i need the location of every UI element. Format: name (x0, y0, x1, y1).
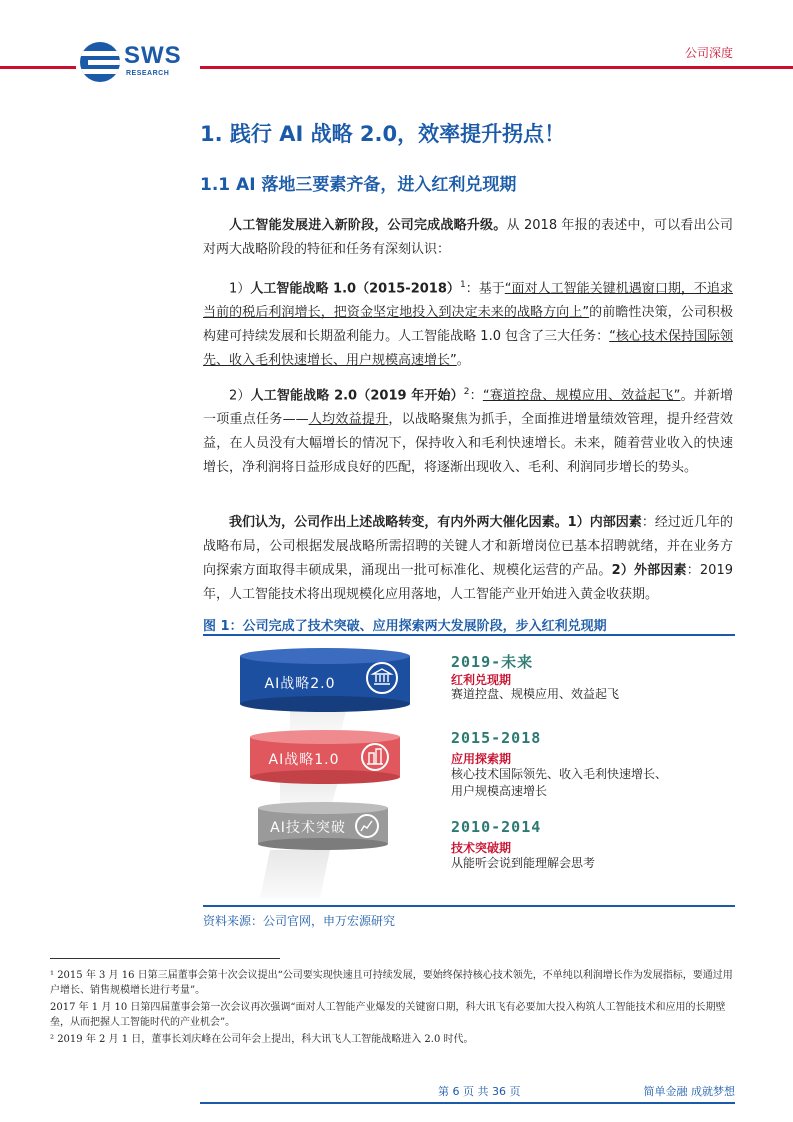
stage-title-2: 2015-2018 (451, 729, 542, 747)
sws-logo (80, 40, 190, 84)
figure-source: 资料来源：公司官网，申万宏源研究 (203, 914, 396, 928)
paragraph-4 (203, 511, 733, 607)
p1-bold: 人工智能发展进入新阶段，公司完成战略升级。 (229, 218, 507, 233)
footnote-ref-2: 2 (463, 387, 470, 397)
footnote-1b: 2017 年 1 月 10 日第四届董事会第一次会议再次强调“面对人工智能产业爆发的关键窗口期，科大讯飞有必要加大投入构筑人工智能技术和应用的长期壁垒，从而把握人工智能时代的产业机会”。 (50, 1002, 726, 1028)
cylinder-ai-tech (258, 802, 388, 850)
stage-desc-2a: 核心技术国际领先、收入毛利快速增长、 (451, 767, 668, 781)
p2-bold: 人工智能战略 1.0（2015-2018） (250, 281, 460, 297)
p2-quote2: “核心技术保持国际领先、收入毛利快速增长、用户规模高速增长” (203, 329, 733, 369)
footnote-rule (50, 958, 280, 959)
p3-bold: 人工智能战略 2.0（2019 年开始） (250, 388, 464, 404)
p4-bold1: 我们认为，公司作出上述战略转变，有内外两大催化因素。1）内部因素 (229, 515, 642, 530)
cylinder-label-1: AI战略2.0 (264, 676, 336, 692)
page-number: 第 6 页 共 36 页 (438, 1085, 521, 1098)
p2-c: 。 (456, 353, 470, 369)
footer-slogan: 简单金融 成就梦想 (643, 1085, 735, 1098)
stage-desc-2b: 用户规模高速增长 (451, 784, 548, 798)
cylinder-label-3: AI技术突破 (270, 820, 346, 836)
footnote-ref-1: 1 (459, 280, 466, 290)
p3-underline: 人均效益提升 (308, 412, 389, 428)
p2-quote: “面对人工智能关键机遇窗口期，不追求当前的税后利润增长，把资金坚定地投入到决定未来的战略方向上” (203, 281, 733, 321)
header-rule-right (200, 66, 793, 69)
subsection-heading: 1.1 AI 落地三要素齐备，进入红利兑现期 (200, 175, 517, 195)
figure-rule-top (203, 634, 735, 636)
p3-quote: “赛道控盘、规模应用、效益起飞” (482, 388, 681, 404)
p4-a: ：经过近几年的战略布局，公司根据发展战略所需招聘的关键人才和新增岗位已基本招聘就绪，并在业务方向探索方面取得丰硕成果，涌现出一批可标准化、规模化运营的产品。 (203, 515, 733, 578)
strategy-cylinders (230, 640, 450, 902)
stage-subtitle-3: 技术突破期 (451, 841, 512, 855)
buildings-icon (362, 744, 388, 770)
p2-b: 的前瞻性决策，公司积极构建可持续发展和长期盈利能力。人工智能战略 1.0 包含了三大任务： (203, 305, 733, 345)
footer-rule (200, 1102, 735, 1104)
chart-icon (356, 815, 378, 837)
cylinder-label-2: AI战略1.0 (268, 752, 340, 768)
logo-text: SWS (124, 42, 182, 69)
paragraph-2 (203, 273, 733, 373)
p2-a: ：基于 (465, 281, 505, 297)
figure-title: 图 1：公司完成了技术突破、应用探索两大发展阶段，步入红利兑现期 (203, 619, 607, 634)
cylinder-ai-2 (240, 648, 410, 712)
header-rule-left (0, 66, 76, 69)
cylinder-ai-1 (250, 730, 400, 784)
p4-b: ：2019 年，人工智能技术将出现规模化应用落地，人工智能产业开始进入黄金收获期。 (203, 563, 733, 602)
p1-text: 从 2018 年报的表述中，可以看出公司对两大战略阶段的特征和任务有深刻认识： (203, 218, 733, 257)
stage-subtitle-1: 红利兑现期 (451, 673, 512, 687)
stage-subtitle-2: 应用探索期 (451, 752, 512, 766)
bank-icon (367, 663, 397, 693)
stage-desc-1: 赛道控盘、规模应用、效益起飞 (451, 687, 620, 701)
ribbon-3 (260, 850, 330, 898)
p4-bold2: 2）外部因素 (611, 563, 687, 578)
stage-title-1: 2019-未来 (451, 653, 534, 671)
paragraph-3 (203, 380, 733, 480)
stage-title-3: 2010-2014 (451, 818, 542, 836)
stage-desc-3: 从能听会说到能理解会思考 (451, 856, 596, 870)
figure-rule-bottom (203, 905, 735, 907)
logo-mark (80, 42, 120, 82)
p3-b: 。并新增一项重点任务—— (203, 388, 733, 428)
footnote-1: ¹ 2015 年 3 月 16 日第三届董事会第十次会议提出“公司要实现快速且可持续发展，要始终保持核心技术领先，不单纯以利润增长作为发展指标，要通过用户增长、销售规模增长进行考量”。 (50, 970, 733, 996)
p3-prefix: 2） (229, 388, 251, 404)
p2-prefix: 1） (229, 281, 251, 297)
report-type: 公司深度 (684, 46, 733, 60)
footnote-2: ² 2019 年 2 月 1 日，董事长刘庆峰在公司年会上提出，科大讯飞人工智能战略进入 2.0 时代。 (50, 1034, 474, 1045)
p3-a: ： (469, 388, 483, 404)
section-heading: 1. 践行 AI 战略 2.0，效率提升拐点！ (200, 122, 566, 146)
p3-c: ，以战略聚焦为抓手，全面推进增量绩效管理，提升经营效益，在人员没有大幅增长的情况下，保持收入和毛利快速增长。未来，随着营业收入的快速增长，净利润将日益形成良好的匹配，将逐渐出现收入、毛利、利润同步增长的势头。 (203, 412, 733, 476)
logo-subtext: RESEARCH (126, 70, 170, 77)
paragraph-1 (203, 214, 733, 262)
